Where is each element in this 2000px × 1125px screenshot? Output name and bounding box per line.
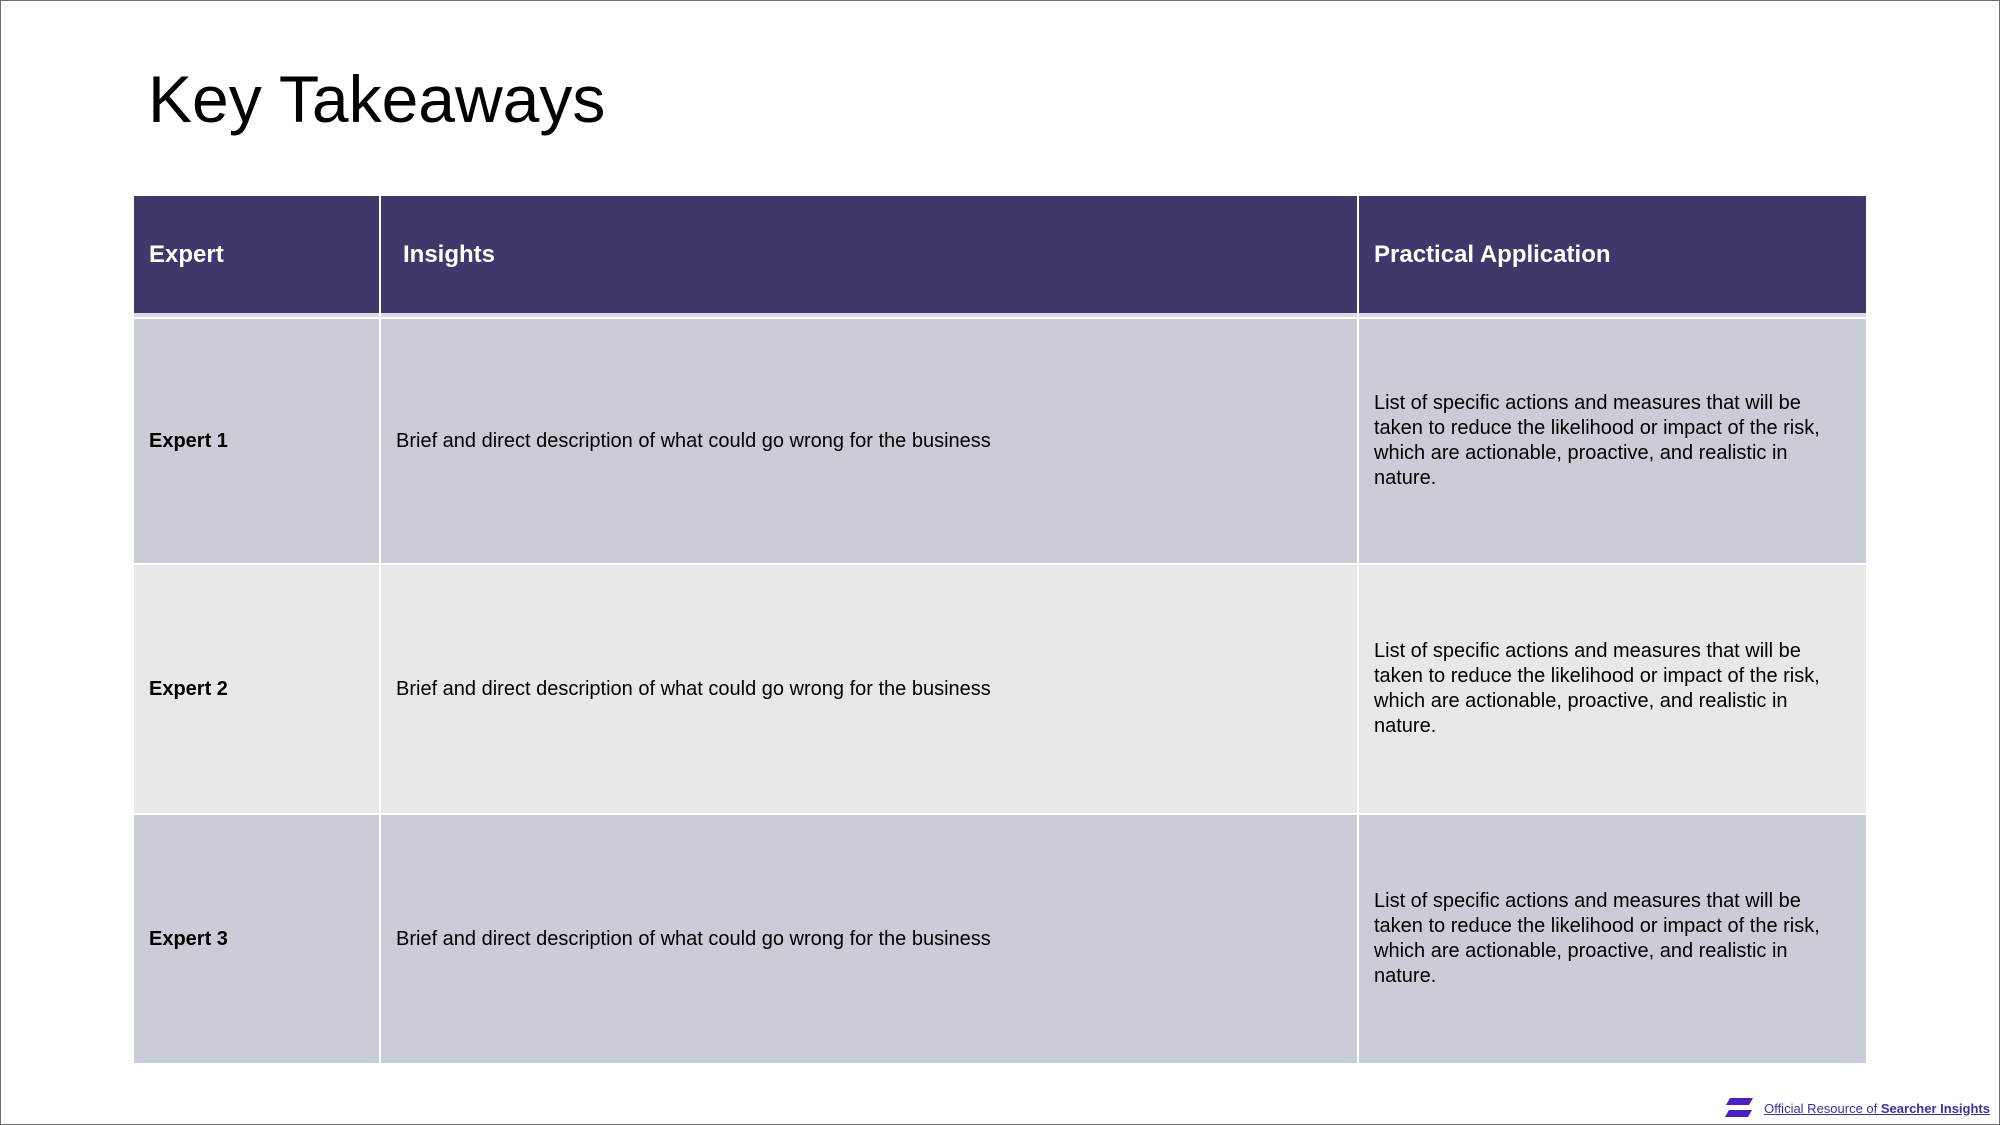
row-2-insight: Brief and direct description of what could go wrong for the business [381, 565, 1357, 813]
row-1-expert: Expert 1 [134, 319, 379, 563]
footer-link[interactable] [1764, 1101, 1990, 1116]
row-3-expert: Expert 3 [134, 815, 379, 1063]
header-practical-application: Practical Application [1359, 196, 1866, 317]
footer [1724, 1097, 1990, 1119]
searcher-insights-logo-icon [1724, 1097, 1754, 1119]
footer-brand: Searcher Insights [1880, 1100, 1990, 1116]
takeaways-table [134, 196, 1866, 1063]
row-2-expert: Expert 2 [134, 565, 379, 813]
row-1-practical: List of specific actions and measures that will be taken to reduce the likelihood or impact of the risk, which are actionable, proactive, and realistic in nature. [1359, 319, 1866, 563]
row-1-insight: Brief and direct description of what could go wrong for the business [381, 319, 1357, 563]
row-3-insight: Brief and direct description of what could go wrong for the business [381, 815, 1357, 1063]
page-title: Key Takeaways [148, 62, 606, 136]
row-2-practical: List of specific actions and measures that will be taken to reduce the likelihood or impact of the risk, which are actionable, proactive, and realistic in nature. [1359, 565, 1866, 813]
row-3-practical: List of specific actions and measures that will be taken to reduce the likelihood or impact of the risk, which are actionable, proactive, and realistic in nature. [1359, 815, 1866, 1063]
header-expert: Expert [134, 196, 379, 317]
footer-prefix: Official Resource of [1764, 1100, 1881, 1116]
header-insights: Insights [381, 196, 1357, 317]
